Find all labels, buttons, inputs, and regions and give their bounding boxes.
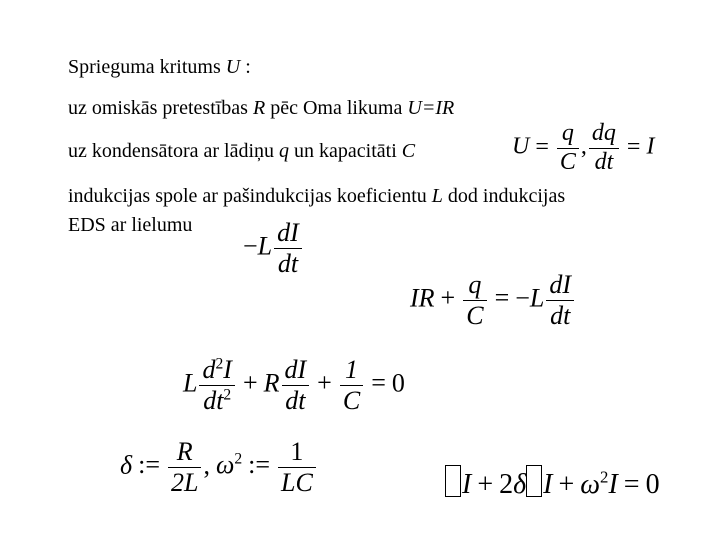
eq4-equals: = bbox=[371, 368, 386, 398]
eq3-frac-dIdt bbox=[546, 270, 574, 331]
eq2-dI: dI bbox=[274, 218, 302, 249]
eq6-I3: I bbox=[608, 469, 618, 500]
eq6-delta: δ bbox=[513, 469, 527, 500]
var-q: q bbox=[279, 140, 290, 162]
eq5-delta: δ bbox=[120, 450, 133, 480]
eq1-equals2: = bbox=[626, 133, 641, 160]
eq2-L: L bbox=[257, 231, 273, 261]
eq3-dI: dI bbox=[546, 270, 574, 301]
eq3-IR: IR bbox=[410, 283, 435, 313]
text-line-4 bbox=[68, 185, 565, 208]
eq4-zero: 0 bbox=[391, 368, 405, 398]
eq4-R: R bbox=[263, 368, 280, 398]
eq4-one: 1 bbox=[340, 355, 363, 386]
eq1-frac-dqdt bbox=[589, 120, 619, 176]
eq4-I: I bbox=[223, 355, 232, 384]
eq5-LC: LC bbox=[281, 467, 313, 497]
var-L: L bbox=[431, 185, 443, 207]
var-U: U bbox=[225, 56, 241, 78]
eq6-I1: I bbox=[462, 469, 472, 500]
eq4-plus2: + bbox=[317, 368, 332, 398]
eq5-omega: ω bbox=[215, 450, 235, 480]
equation-capacitor bbox=[512, 120, 654, 176]
eq1-comma: , bbox=[580, 133, 587, 160]
line2-mid: pēc Oma likuma bbox=[265, 97, 408, 119]
eq5-R: R bbox=[168, 437, 201, 468]
eq3-minus: − bbox=[515, 283, 530, 313]
eq1-C: C bbox=[559, 148, 576, 175]
missing-glyph-icon bbox=[526, 465, 542, 497]
eq1-U: U bbox=[512, 133, 530, 160]
equation-differential bbox=[183, 355, 405, 416]
eq5-one: 1 bbox=[278, 437, 316, 468]
eq3-dt: dt bbox=[550, 300, 571, 330]
eq3-plus: + bbox=[440, 283, 456, 313]
eq6-omega: ω bbox=[580, 469, 601, 500]
eq4-frac-d2I bbox=[199, 355, 234, 416]
equation-definitions bbox=[120, 437, 318, 498]
eq5-assign: := bbox=[138, 450, 160, 480]
text-line-2 bbox=[68, 97, 454, 120]
eq1-q: q bbox=[557, 120, 579, 149]
eq6-plus2: + bbox=[558, 469, 575, 500]
eq5-frac-1LC bbox=[278, 437, 316, 498]
eq4-dt: dt bbox=[203, 385, 224, 415]
eq1-dt: dt bbox=[594, 148, 614, 175]
eq5-assign2: := bbox=[248, 450, 270, 480]
eq4-frac-1C bbox=[340, 355, 363, 416]
line3-text: uz kondensātora ar lādiņu bbox=[68, 140, 280, 162]
eq6-plus: + bbox=[477, 469, 494, 500]
eq4-C: C bbox=[342, 385, 361, 415]
eq4-d: d bbox=[202, 355, 216, 384]
eq1-frac-qC bbox=[557, 120, 579, 176]
eq2-frac bbox=[274, 218, 302, 279]
line4-text: indukcijas spole ar pašindukcijas koeficientu bbox=[68, 185, 432, 207]
line4-tail: dod indukcijas bbox=[442, 185, 566, 207]
line3-mid: un kapacitāti bbox=[289, 140, 402, 162]
eq2-dt: dt bbox=[277, 248, 299, 278]
eq1-dq: dq bbox=[589, 120, 619, 149]
var-R: R bbox=[252, 97, 266, 119]
eq5-sup2: 2 bbox=[234, 450, 243, 468]
var-C: C bbox=[401, 140, 416, 162]
text-line-1 bbox=[68, 56, 251, 79]
eq4-frac-dIdt bbox=[282, 355, 310, 416]
equation-emf bbox=[243, 218, 304, 279]
eq4-plus1: + bbox=[242, 368, 258, 398]
ohm-law: U=IR bbox=[407, 97, 455, 119]
eq6-zero: 0 bbox=[645, 469, 660, 500]
eq5-frac-R2L bbox=[168, 437, 201, 498]
eq3-q: q bbox=[463, 270, 486, 301]
eq4-dt2: dt bbox=[285, 385, 306, 415]
missing-glyph-icon bbox=[445, 465, 461, 497]
eq3-equals: = bbox=[494, 283, 510, 313]
equation-kirchhoff bbox=[410, 270, 576, 331]
eq1-equals: = bbox=[535, 133, 549, 160]
line2-text: uz omiskās pretestības bbox=[68, 97, 253, 119]
eq6-I2: I bbox=[543, 469, 553, 500]
eq5-comma: , bbox=[203, 450, 210, 480]
eq3-frac-qC bbox=[463, 270, 486, 331]
eq4-sup2: 2 bbox=[215, 355, 224, 373]
eq6-equals: = bbox=[623, 469, 640, 500]
eq6-two: 2 bbox=[499, 469, 514, 500]
line1-text: Sprieguma kritums bbox=[68, 56, 226, 78]
eq4-dI: dI bbox=[282, 355, 310, 386]
eq1-I: I bbox=[646, 133, 655, 160]
eq5-2L: 2L bbox=[170, 467, 199, 497]
text-line-5 bbox=[68, 214, 192, 237]
eq3-L: L bbox=[529, 283, 545, 313]
eq4-L: L bbox=[183, 368, 198, 398]
text-line-3 bbox=[68, 140, 415, 163]
eq6-sup2: 2 bbox=[600, 467, 609, 487]
eq3-C: C bbox=[466, 300, 484, 330]
equation-oscillator bbox=[445, 465, 660, 501]
line5-text: EDS ar lielumu bbox=[68, 214, 193, 236]
line1-tail: : bbox=[240, 56, 251, 78]
eq4-sup2b: 2 bbox=[223, 386, 232, 404]
eq2-minus: − bbox=[243, 231, 258, 261]
